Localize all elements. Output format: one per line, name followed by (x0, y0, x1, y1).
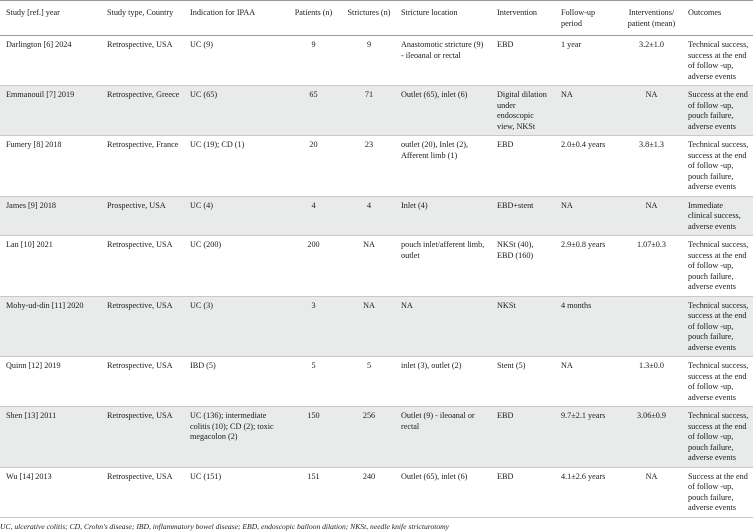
cell-location: NA (395, 296, 491, 357)
cell-study-type: Retrospective, USA (101, 36, 184, 86)
cell-interventions-per-patient: NA (619, 467, 682, 517)
cell-study-type: Retrospective, Greece (101, 86, 184, 136)
table-row (0, 36, 753, 86)
cell-indication: UC (9) (184, 36, 284, 86)
cell-indication: UC (4) (184, 196, 284, 236)
cell-outcomes: Technical success, success at the end of follow -up, pouch failure, adverse events (682, 407, 753, 468)
header-study-type: Study type, Country (101, 1, 184, 36)
cell-follow-up: 2.9±0.8 years (555, 236, 619, 297)
cell-location: Outlet (65), inlet (6) (395, 86, 491, 136)
header-row (0, 1, 753, 36)
cell-follow-up: NA (555, 196, 619, 236)
header-location: Stricture location (395, 1, 491, 36)
cell-strictures: NA (341, 296, 395, 357)
cell-patients: 150 (284, 407, 341, 468)
cell-location: Outlet (9) - ileoanal or rectal (395, 407, 491, 468)
cell-intervention: EBD (491, 467, 555, 517)
cell-intervention: Digital dilation under endoscopic view, NKSt (491, 86, 555, 136)
cell-patients: 5 (284, 357, 341, 407)
cell-indication: UC (151) (184, 467, 284, 517)
cell-interventions-per-patient: 3.8±1.3 (619, 136, 682, 197)
cell-location: inlet (3), outlet (2) (395, 357, 491, 407)
cell-intervention: EBD (491, 407, 555, 468)
cell-location: Inlet (4) (395, 196, 491, 236)
cell-outcomes: Technical success, success at the end of follow -up, adverse events (682, 36, 753, 86)
cell-location: outlet (20), Inlet (2), Afferent limb (1) (395, 136, 491, 197)
cell-study: James [9] 2018 (0, 196, 101, 236)
cell-study: Quinn [12] 2019 (0, 357, 101, 407)
header-intervention: Intervention (491, 1, 555, 36)
cell-intervention: EBD (491, 136, 555, 197)
cell-indication: UC (65) (184, 86, 284, 136)
cell-strictures: 71 (341, 86, 395, 136)
cell-study-type: Retrospective, USA (101, 407, 184, 468)
header-outcomes: Outcomes (682, 1, 753, 36)
cell-study-type: Retrospective, USA (101, 357, 184, 407)
cell-interventions-per-patient: 3.2±1.0 (619, 36, 682, 86)
table-row (0, 86, 753, 136)
cell-interventions-per-patient: 3.06±0.9 (619, 407, 682, 468)
cell-study: Wu [14] 2013 (0, 467, 101, 517)
cell-patients: 20 (284, 136, 341, 197)
header-strictures: Strictures (n) (341, 1, 395, 36)
cell-outcomes: Immediate clinical success, adverse events (682, 196, 753, 236)
cell-patients: 4 (284, 196, 341, 236)
cell-indication: IBD (5) (184, 357, 284, 407)
cell-location: pouch inlet/afferent limb, outlet (395, 236, 491, 297)
cell-strictures: 9 (341, 36, 395, 86)
cell-study-type: Retrospective, USA (101, 296, 184, 357)
cell-interventions-per-patient: 1.07±0.3 (619, 236, 682, 297)
cell-location: Outlet (65), inlet (6) (395, 467, 491, 517)
cell-patients: 9 (284, 36, 341, 86)
table-row (0, 407, 753, 468)
table-row (0, 296, 753, 357)
cell-follow-up: NA (555, 357, 619, 407)
cell-patients: 65 (284, 86, 341, 136)
cell-study: Darlington [6] 2024 (0, 36, 101, 86)
cell-patients: 200 (284, 236, 341, 297)
cell-strictures: 256 (341, 407, 395, 468)
table-row (0, 136, 753, 197)
header-follow-up: Follow-up period (555, 1, 619, 36)
cell-outcomes: Technical success, success at the end of follow -up, pouch failure, adverse events (682, 236, 753, 297)
cell-outcomes: Success at the end of follow -up, pouch failure, adverse events (682, 467, 753, 517)
cell-interventions-per-patient (619, 296, 682, 357)
cell-interventions-per-patient: 1.3±0.0 (619, 357, 682, 407)
cell-follow-up: 1 year (555, 36, 619, 86)
cell-strictures: 240 (341, 467, 395, 517)
cell-study: Shen [13] 2011 (0, 407, 101, 468)
cell-study: Emmanouil [7] 2019 (0, 86, 101, 136)
table-row (0, 196, 753, 236)
cell-follow-up: 9.7±2.1 years (555, 407, 619, 468)
cell-indication: UC (136); intermediate colitis (10); CD (2); toxic megacolon (2) (184, 407, 284, 468)
header-study: Study [ref.] year (0, 1, 101, 36)
cell-study: Fumery [8] 2018 (0, 136, 101, 197)
cell-follow-up: NA (555, 86, 619, 136)
cell-location: Anastomotic stricture (9) - ileoanal or rectal (395, 36, 491, 86)
cell-outcomes: Technical success, success at the end of follow -up, adverse events (682, 357, 753, 407)
cell-outcomes: Technical success, success at the end of follow -up, pouch failure, adverse events (682, 136, 753, 197)
cell-follow-up: 4.1±2.6 years (555, 467, 619, 517)
header-indication: Indication for IPAA (184, 1, 284, 36)
cell-intervention: EBD+stent (491, 196, 555, 236)
cell-strictures: 4 (341, 196, 395, 236)
cell-study-type: Prospective, USA (101, 196, 184, 236)
cell-outcomes: Success at the end of follow -up, pouch failure, adverse events (682, 86, 753, 136)
cell-intervention: Stent (5) (491, 357, 555, 407)
cell-strictures: 5 (341, 357, 395, 407)
cell-study-type: Retrospective, France (101, 136, 184, 197)
table-row (0, 357, 753, 407)
cell-intervention: NKSt (40), EBD (160) (491, 236, 555, 297)
footnote: UC, ulcerative colitis; CD, Crohn's disease; IBD, inflammatory bowel disease; EBD, endoscopic balloon dilation; NKSt, needle knife stricturotomy (0, 521, 450, 531)
cell-intervention: EBD (491, 36, 555, 86)
cell-patients: 3 (284, 296, 341, 357)
cell-follow-up: 4 months (555, 296, 619, 357)
cell-indication: UC (19); CD (1) (184, 136, 284, 197)
cell-study: Mohy-ud-din [11] 2020 (0, 296, 101, 357)
cell-intervention: NKSt (491, 296, 555, 357)
header-interventions-per-patient: Interventions/ patient (mean) (619, 1, 682, 36)
cell-patients: 151 (284, 467, 341, 517)
cell-interventions-per-patient: NA (619, 86, 682, 136)
cell-interventions-per-patient: NA (619, 196, 682, 236)
header-patients: Patients (n) (284, 1, 341, 36)
cell-outcomes: Technical success, success at the end of follow -up, pouch failure, adverse events (682, 296, 753, 357)
cell-follow-up: 2.0±0.4 years (555, 136, 619, 197)
cell-indication: UC (200) (184, 236, 284, 297)
cell-study: Lan [10] 2021 (0, 236, 101, 297)
table-row (0, 236, 753, 297)
cell-study-type: Retrospective, USA (101, 236, 184, 297)
table-body (0, 36, 753, 518)
cell-strictures: NA (341, 236, 395, 297)
table-row (0, 467, 753, 517)
cell-strictures: 23 (341, 136, 395, 197)
cell-study-type: Retrospective, USA (101, 467, 184, 517)
cell-indication: UC (3) (184, 296, 284, 357)
